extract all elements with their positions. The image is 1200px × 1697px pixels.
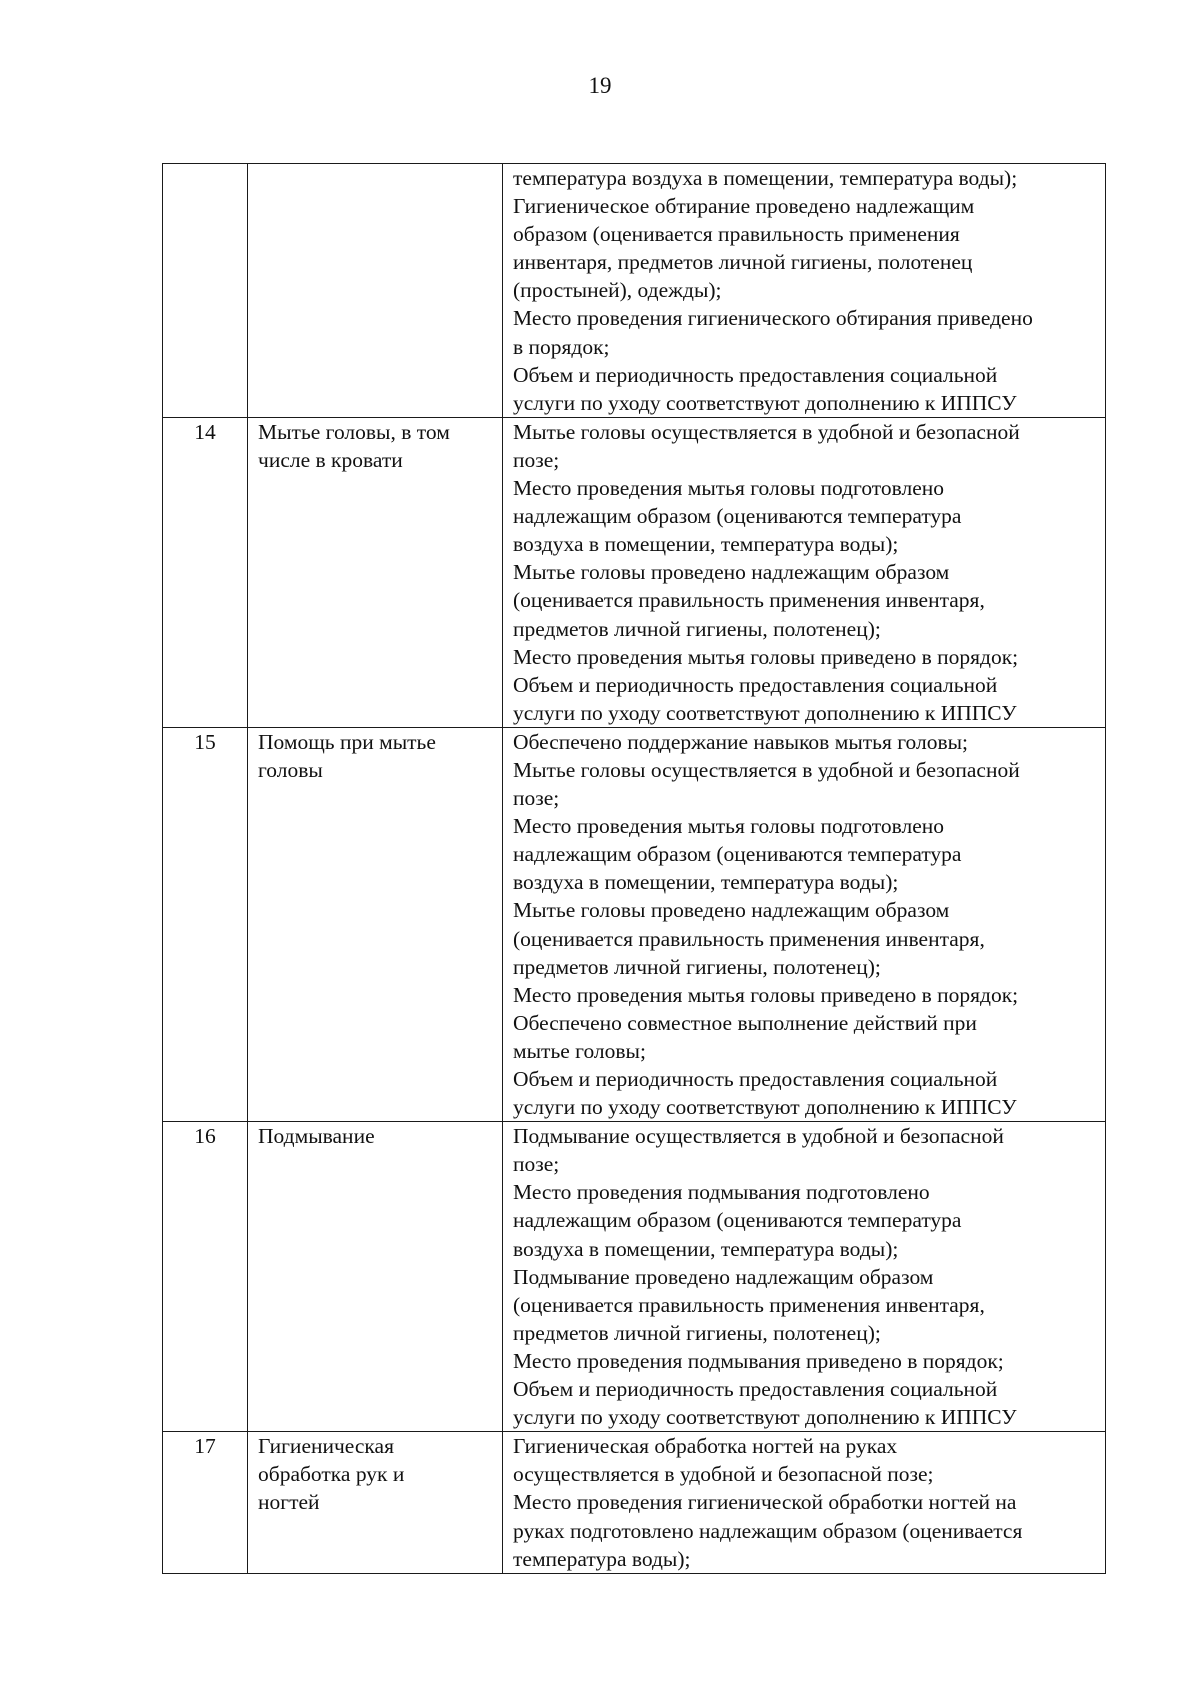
criteria-line: Подмывание проведено надлежащим образом <box>513 1264 934 1289</box>
row-number: 14 <box>194 419 216 444</box>
criteria-line: руках подготовлено надлежащим образом (оценивается <box>513 1518 1023 1543</box>
table-row <box>163 727 1106 1121</box>
row-number-cell <box>163 1432 248 1573</box>
service-name-line: Подмывание <box>258 1124 375 1149</box>
criteria-line: (оценивается правильность применения инвентаря, <box>513 588 985 613</box>
criteria-line: Мытье головы проведено надлежащим образом <box>513 560 950 585</box>
criteria-line: услуги по уходу соответствуют дополнению к ИППСУ <box>513 1405 1017 1430</box>
criteria-line: Подмывание осуществляется в удобной и безопасной <box>513 1124 1004 1149</box>
service-name-line: Помощь при мытье <box>258 729 436 754</box>
table-row <box>163 1432 1106 1573</box>
criteria-line: надлежащим образом (оцениваются температура <box>513 842 962 867</box>
criteria-line: предметов личной гигиены, полотенец); <box>513 954 881 979</box>
criteria-line: предметов личной гигиены, полотенец); <box>513 616 881 641</box>
service-name-cell <box>248 727 503 1121</box>
criteria-line: Объем и периодичность предоставления социальной <box>513 362 998 387</box>
table-row <box>163 1122 1106 1432</box>
criteria-line: мытье головы; <box>513 1038 646 1063</box>
criteria-line: Объем и периодичность предоставления социальной <box>513 1067 998 1091</box>
criteria-line: воздуха в помещении, температура воды); <box>513 1236 899 1261</box>
criteria-line: Место проведения гигиенического обтирания приведено <box>513 306 1033 331</box>
criteria-line: (оценивается правильность применения инвентаря, <box>513 1292 985 1317</box>
page-number: 19 <box>588 73 612 98</box>
table-row <box>163 417 1106 727</box>
criteria-cell <box>503 164 1106 418</box>
criteria-line: позе; <box>513 1152 560 1177</box>
criteria-line: Место проведения мытья головы приведено в порядок; <box>513 982 1019 1007</box>
criteria-line: услуги по уходу соответствуют дополнению к ИППСУ <box>513 390 1017 415</box>
criteria-line: Место проведения мытья головы приведено в порядок; <box>513 644 1019 669</box>
service-name-cell <box>248 1432 503 1573</box>
criteria-line: Гигиеническое обтирание проведено надлежащим <box>513 194 975 219</box>
criteria-line: в порядок; <box>513 334 610 359</box>
row-number-cell <box>163 417 248 727</box>
criteria-line: надлежащим образом (оцениваются температура <box>513 1208 962 1233</box>
row-number-cell <box>163 1122 248 1432</box>
criteria-line: температура воды); <box>513 1546 691 1571</box>
criteria-line: позе; <box>513 447 560 472</box>
criteria-line: Объем и периодичность предоставления социальной <box>513 672 998 697</box>
criteria-cell <box>503 1122 1106 1432</box>
criteria-line: надлежащим образом (оцениваются температура <box>513 504 962 529</box>
criteria-cell <box>503 417 1106 727</box>
row-number: 17 <box>194 1434 216 1459</box>
criteria-line: (оценивается правильность применения инвентаря, <box>513 926 985 951</box>
criteria-line: Место проведения мытья головы подготовлено <box>513 476 945 501</box>
criteria-line: Обеспечено совместное выполнение действий при <box>513 1010 977 1035</box>
row-number-cell <box>163 727 248 1121</box>
service-name-line: головы <box>258 757 323 782</box>
criteria-line: Мытье головы проведено надлежащим образом <box>513 898 950 923</box>
service-name-cell <box>248 417 503 727</box>
criteria-table <box>162 163 1106 1574</box>
service-name-line: числе в кровати <box>258 447 403 472</box>
row-number: 16 <box>194 1124 216 1149</box>
criteria-cell <box>503 727 1106 1121</box>
criteria-line: воздуха в помещении, температура воды); <box>513 870 899 895</box>
service-name-cell <box>248 164 503 418</box>
criteria-line: Мытье головы осуществляется в удобной и безопасной <box>513 757 1020 782</box>
criteria-line: Обеспечено поддержание навыков мытья головы; <box>513 729 969 754</box>
criteria-line: инвентаря, предметов личной гигиены, полотенец <box>513 250 973 275</box>
row-number-cell <box>163 164 248 418</box>
criteria-line: предметов личной гигиены, полотенец); <box>513 1320 881 1345</box>
service-name-cell <box>248 1122 503 1432</box>
criteria-cell <box>503 1432 1106 1573</box>
criteria-line: температура воздуха в помещении, температура воды); <box>513 166 1018 190</box>
service-name-line: Гигиеническая <box>258 1434 394 1459</box>
criteria-line: Гигиеническая обработка ногтей на руках <box>513 1434 898 1459</box>
table-body <box>163 164 1106 1574</box>
criteria-line: позе; <box>513 786 560 811</box>
criteria-line: Место проведения мытья головы подготовлено <box>513 814 945 839</box>
criteria-line: услуги по уходу соответствуют дополнению к ИППСУ <box>513 700 1017 725</box>
service-name-line: Мытье головы, в том <box>258 419 450 444</box>
criteria-line: воздуха в помещении, температура воды); <box>513 532 899 557</box>
table-row <box>163 164 1106 418</box>
service-name-line: ногтей <box>258 1490 320 1515</box>
criteria-line: Место проведения гигиенической обработки ногтей на <box>513 1490 1017 1515</box>
service-name-line: обработка рук и <box>258 1462 405 1487</box>
row-number: 15 <box>194 729 216 754</box>
criteria-line: образом (оценивается правильность применения <box>513 222 960 247</box>
criteria-line: Место проведения подмывания приведено в порядок; <box>513 1348 1004 1373</box>
criteria-line: осуществляется в удобной и безопасной позе; <box>513 1462 934 1487</box>
criteria-line: Место проведения подмывания подготовлено <box>513 1180 930 1205</box>
criteria-line: (простыней), одежды); <box>513 278 722 303</box>
criteria-line: услуги по уходу соответствуют дополнению к ИППСУ <box>513 1095 1017 1120</box>
criteria-line: Мытье головы осуществляется в удобной и безопасной <box>513 419 1020 444</box>
criteria-line: Объем и периодичность предоставления социальной <box>513 1377 998 1402</box>
